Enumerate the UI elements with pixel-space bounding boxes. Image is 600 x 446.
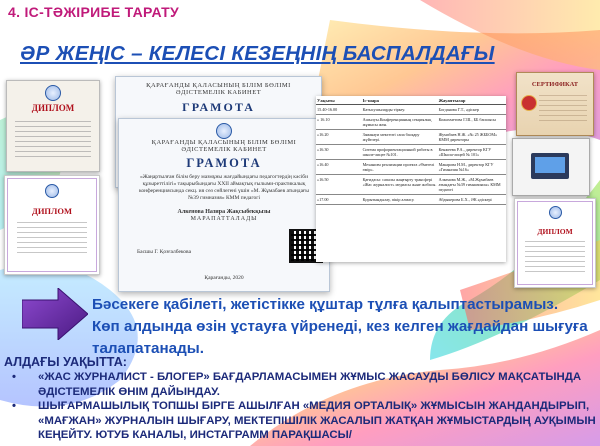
event-cell: Қағидасы: сапалы жаңғырту трансфері «Жас журналист» медиасы және жобасы.: [362, 175, 438, 195]
gramota-org: ҚАРАҒАНДЫ ҚАЛАСЫНЫҢ БІЛІМ БӨЛІМІ: [146, 82, 291, 89]
event-cell: Ситема профориентационной работы в школе-лицее №101.: [362, 145, 438, 160]
event-cell: Заманауи мектепті сапа басқару жүйелері.: [362, 130, 438, 145]
diploma-text-lines: [17, 222, 87, 256]
gramota-title: ГРАМОТА: [182, 100, 255, 114]
time-cell: »16.40: [316, 160, 362, 175]
diploma-top-left: [6, 80, 100, 172]
certificate-text-lines: [539, 95, 587, 125]
media-badge: [512, 138, 590, 196]
gramota-award: МАРАПАТТАЛАДЫ: [190, 216, 258, 223]
gramota-place-year: Қарағанды, 2020: [204, 275, 244, 281]
diploma-bottom-left: [4, 175, 100, 275]
list-item: • ШЫҒАРМАШЫЛЫҚ ТОПШЫ БІРГЕ АШЫЛҒАН «МЕДИЯ ОРТАЛЫҚ» ЖҰМЫСЫН ЖАНДАНДЫРЫП, «МАҒЖАН» ЖУРНАЛЫН ШЫҒАРУ, МЕКТЕПІШІЛІК ЖАСАЛЫП ЖАТҚАН ЖҰМЫСТАРДЫҢ АУҚЫМЫН КЕҢЕЙТУ. ЮТУБ КАНАЛЫ, ИНСТАГРАММ ПАРАҚШАСЫ/: [8, 399, 596, 443]
diploma-bottom-right: [514, 198, 596, 288]
key-point-2: Көп алдында өзін ұстауға үйренеді, кез келген жағдайдан шығуға талапатанады.: [92, 318, 588, 357]
key-point-1: Бәсекеге қабілеті, жетістікке құштар тұлға қалыптастырамыз.: [92, 296, 559, 313]
slide-subtitle: ӘР ЖЕҢІС – КЕЛЕСІ КЕЗЕҢНІҢ БАСПАЛДАҒЫ: [20, 42, 495, 65]
slide-title: 4. ІС-ТӘЖІРИБЕ ТАРАТУ: [8, 4, 180, 20]
gramota-title: ГРАМОТА: [186, 156, 262, 170]
time-cell: »16.50: [316, 175, 362, 195]
time-cell: »16.20: [316, 130, 362, 145]
event-cell: Қорытындылау, пікір алмасу.: [362, 195, 438, 205]
gramota-dept: ӘДІСТЕМЕЛІК КАБИНЕТ: [175, 89, 262, 96]
gramota-front: [118, 118, 330, 292]
gramota-body: «Жаңартылған білім беру мазмұны жағдайындағы педагогтердің кәсіби құзыреттілігі» тақырыбындағы XXII аймақтық ғылыми-практикалық конференциясында секц. ия сөз сөйлегені үшін «М. Жұмабаев атындағы №39 гимназия» КММ педагогі: [139, 174, 309, 202]
gramota-dept: ӘДІСТЕМЕЛІК КАБИНЕТ: [181, 146, 267, 153]
time-cell: » 16.10: [316, 115, 362, 130]
time-cell: »16.30: [316, 145, 362, 160]
certificate-title: СЕРТИФИКАТ: [531, 81, 579, 88]
column-header: Іс-шара: [362, 96, 438, 105]
table-row: [316, 145, 506, 160]
event-cell: Ашылуы.Конференцияның секциялық жұмысы жөн.: [362, 115, 438, 130]
gramota-signer: Басшы Г. Қозғалбекова: [137, 249, 192, 255]
certificate-top-right: [516, 72, 594, 136]
table-header-row: [316, 96, 506, 105]
emblem-icon: [45, 85, 61, 101]
diploma-text-lines: [15, 121, 91, 159]
column-header: Жауаптылар: [438, 96, 506, 105]
emblem-icon: [45, 184, 59, 198]
ahead-heading: АЛДАҒЫ УАҚЫТТА:: [4, 355, 127, 369]
column-header: Уақыты: [316, 96, 362, 105]
diploma-title: ДИПЛОМ: [31, 206, 73, 216]
certificate-seal-icon: [521, 95, 537, 111]
right-arrow-icon: [22, 288, 88, 340]
diploma-title: ДИПЛОМ: [31, 103, 75, 113]
table-row: [316, 105, 506, 115]
tv-screen-icon: [535, 157, 565, 173]
table-row: [316, 195, 506, 205]
schedule-table: [316, 96, 506, 262]
emblem-icon: [549, 206, 562, 219]
responsible-cell: Макарова Н.М., директор КГУ «Гимназия №16»: [438, 160, 506, 175]
table-row: [316, 160, 506, 175]
responsible-cell: Богданова Г.Т., әдіскер: [438, 105, 506, 115]
table-row: [316, 175, 506, 195]
time-cell: 15.40-16.00: [316, 105, 362, 115]
diploma-text-lines: [525, 241, 585, 275]
table-row: [316, 115, 506, 130]
gramota-org: ҚАРАҒАНДЫ ҚАЛАСЫНЫҢ БІЛІМ БӨЛІМІ: [151, 139, 297, 146]
list-item: • «ЖАС ЖУРНАЛИСТ - БЛОГЕР» БАҒДАРЛАМАСЫМЕН ЖҰМЫС ЖАСАУДЫ БӨЛІСУ МАҚСАТЫНДА ӘДІСТЕМЕЛІК ӨНІМ ДАЙЫНДАУ.: [8, 370, 596, 399]
diploma-title: ДИПЛОМ: [537, 227, 573, 236]
emblem-icon: [216, 123, 232, 139]
responsible-cell: Жумабаев Н.Ж. «№ 25 ЖББОМ» КММ директоры: [438, 130, 506, 145]
responsible-cell: Абдыкерова Б.Х., ӘК әдіскері: [438, 195, 506, 205]
key-points: [92, 294, 597, 360]
ahead-list: [8, 370, 596, 443]
event-cell: Катысушыларды тіркеу.: [362, 105, 438, 115]
event-cell: Механизм реализации проекта «Өнегелі өмір».: [362, 160, 438, 175]
responsible-cell: Кенжеева Р.А., директор КГУ «Школа-лицей № 101»: [438, 145, 506, 160]
gramota-name: Алкенова Назира Жақсыбекқызы: [177, 208, 271, 215]
table-row: [316, 130, 506, 145]
responsible-cell: Кожахметова Г.Ш., ББ басшысы: [438, 115, 506, 130]
responsible-cell: Алкенова М.Ж., «М.Жұмабаев атындағы №39 гимназиясы» КММ педагогі: [438, 175, 506, 195]
time-cell: »17.00: [316, 195, 362, 205]
